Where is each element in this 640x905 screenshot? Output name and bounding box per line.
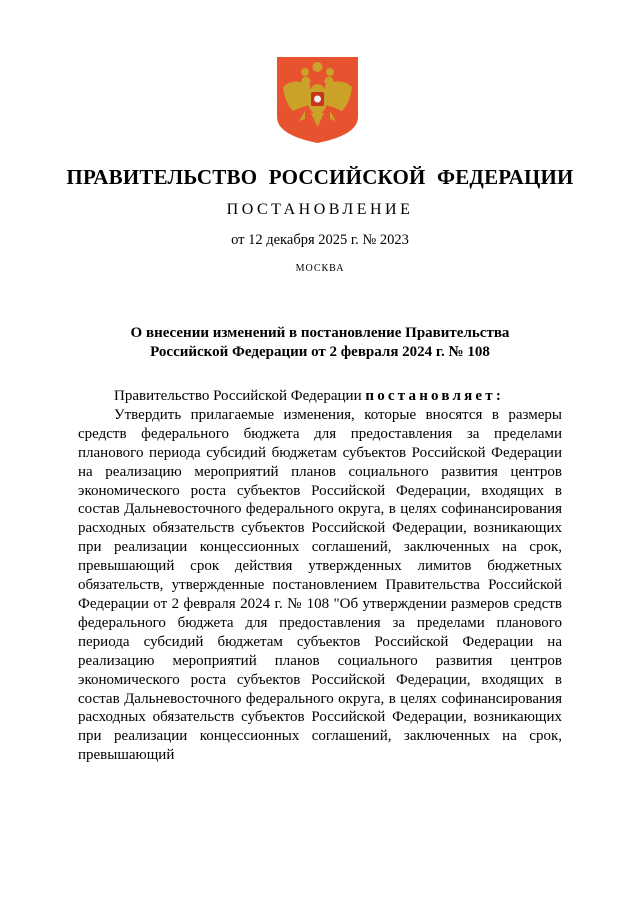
resolves-word: постановляет: bbox=[365, 388, 505, 404]
document-body bbox=[78, 387, 562, 765]
document-type: ПОСТАНОВЛЕНИЕ bbox=[226, 201, 414, 218]
preamble-text: Правительство Российской Федерации bbox=[114, 388, 366, 404]
subject-line-2: Российской Федерации от 2 февраля 2024 г. № 108 bbox=[150, 344, 490, 360]
coat-of-arms-icon bbox=[275, 55, 360, 145]
subject-line-1: О внесении изменений в постановление Правительства bbox=[130, 325, 510, 341]
preamble-paragraph bbox=[78, 387, 562, 406]
document-subject bbox=[60, 324, 580, 362]
government-title: ПРАВИТЕЛЬСТВО РОССИЙСКОЙ ФЕДЕРАЦИИ bbox=[66, 165, 574, 189]
document-date-number: от 12 декабря 2025 г. № 2023 bbox=[231, 232, 409, 248]
main-paragraph: Утвердить прилагаемые изменения, которые вносятся в размеры средств федерального бюджета для предоставления за пределами планового периода субсидий бюджетам субъектов Российской Федерации на реализацию мероприятий планов социального развития центров экономического роста субъектов Российской Федерации, входящих в состав Дальневосточного федерального округа, в целях софинансирования расходных обязательств субъектов Российской Федерации, возникающих при реализации концессионных соглашений, заключенных на срок, превышающий срок действия утвержденных лимитов бюджетных обязательств, утвержденные постановлением Правительства Российской Федерации от 2 февраля 2024 г. № 108 "Об утверждении размеров средств федерального бюджета для предоставления за пределами планового периода субсидий бюджетам субъектов Российской Федерации на реализацию мероприятий планов социального развития центров экономического роста субъектов Российской Федерации, входящих в состав Дальневосточного федерального округа, в целях софинансирования расходных обязательств субъектов Российской Федерации, возникающих при реализации концессионных соглашений, заключенных на срок, превышающий bbox=[78, 406, 562, 764]
document-city: МОСКВА bbox=[295, 263, 345, 274]
